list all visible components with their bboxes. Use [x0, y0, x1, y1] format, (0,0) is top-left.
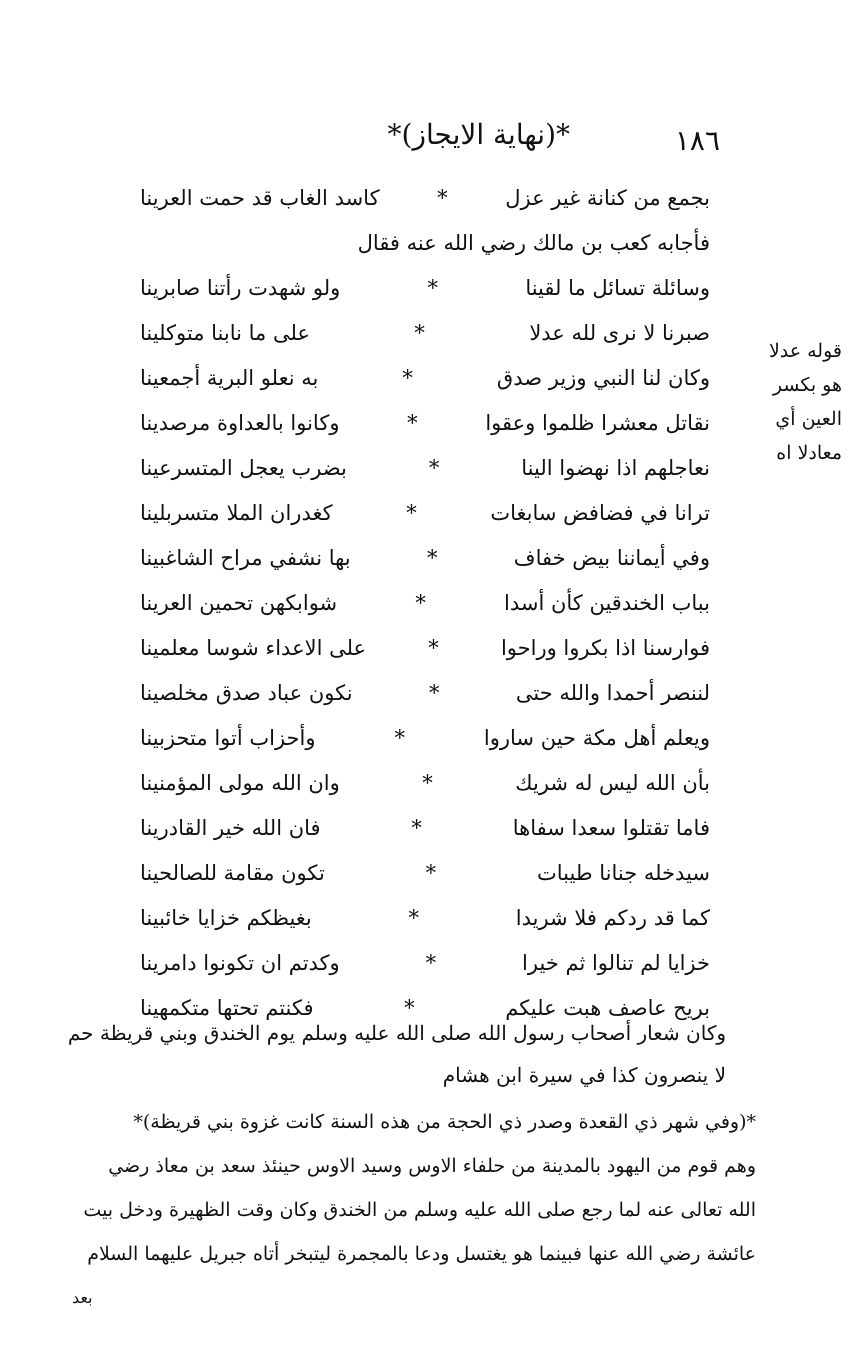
section-line: عائشة رضي الله عنها فبينما هو يغتسل ودعا بالمجمرة ليتبخر أتاه جبريل عليهما السلام	[87, 1243, 756, 1265]
verse-separator: *	[406, 501, 417, 525]
verse-first-hemistich: سيدخله جنانا طيبات	[536, 861, 710, 885]
verse-first-hemistich: نعاجلهم اذا نهضوا الينا	[521, 456, 710, 480]
prose-line: لا ينصرون كذا في سيرة ابن هشام	[442, 1063, 726, 1087]
verse-separator: *	[407, 411, 418, 435]
verse-first-hemistich: وسائلة تسائل ما لقينا	[525, 276, 710, 300]
verse-line	[140, 671, 710, 716]
verse-separator: *	[428, 456, 440, 480]
section-heading: *(وفي شهر ذي القعدة وصدر ذي الحجة من هذه السنة كانت غزوة بني قريظة)*	[133, 1111, 756, 1133]
verse-separator: *	[428, 636, 439, 660]
verse-line	[140, 311, 710, 356]
running-title: *(نهاية الايجاز)*	[387, 118, 570, 151]
verse-first-hemistich: بجمع من كنانة غير عزل	[505, 186, 710, 210]
verse-separator: *	[427, 276, 439, 300]
verse-first-hemistich: بباب الخندقين كأن أسدا	[504, 591, 710, 615]
verse-line	[140, 581, 710, 626]
verse-first-hemistich: ويعلم أهل مكة حين ساروا	[483, 726, 710, 750]
verse-second-hemistich: كغدران الملا متسربلينا	[140, 501, 333, 525]
verse-second-hemistich: على ما نابنا متوكلينا	[140, 321, 310, 345]
verse-first-hemistich: صبرنا لا نرى لله عدلا	[529, 321, 710, 345]
verse-intro-line	[140, 221, 710, 266]
verse-line	[140, 941, 710, 986]
prose-line: وكان شعار أصحاب رسول الله صلى الله عليه وسلم يوم الخندق وبني قريظة حم	[67, 1021, 726, 1045]
verse-second-hemistich: شوابكهن تحمين العرينا	[140, 591, 338, 615]
verse-line	[140, 446, 710, 491]
verse-first-hemistich: فأجابه كعب بن مالك رضي الله عنه فقال	[357, 231, 710, 255]
margin-note	[722, 334, 842, 470]
section-line: وهم قوم من اليهود بالمدينة من حلفاء الاوس وسيد الاوس حينئذ سعد بن معاذ رضي	[108, 1155, 756, 1177]
verse-first-hemistich: خزايا لم تنالوا ثم خيرا	[522, 951, 710, 975]
verse-second-hemistich: نكون عباد صدق مخلصينا	[140, 681, 353, 705]
verse-second-hemistich: على الاعداء شوسا معلمينا	[140, 636, 367, 660]
section-text	[80, 1100, 756, 1276]
verse-second-hemistich: تكون مقامة للصالحينا	[140, 861, 325, 885]
verse-second-hemistich: ولو شهدت رأتنا صابرينا	[140, 276, 341, 300]
verse-first-hemistich: كما قد ردكم فلا شريدا	[515, 906, 710, 930]
verse-first-hemistich: بريح عاصف هبت عليكم	[505, 996, 710, 1020]
verse-first-hemistich: وفي أيماننا بيض خفاف	[513, 546, 710, 570]
verse-line	[140, 356, 710, 401]
margin-note-line: قوله عدلا	[768, 340, 842, 362]
page-number: ١٨٦	[674, 124, 720, 157]
verse-separator: *	[394, 726, 405, 750]
verse-first-hemistich: فاما تقتلوا سعدا سفاها	[512, 816, 710, 840]
verse-separator: *	[437, 186, 448, 210]
verse-first-hemistich: فوارسنا اذا بكروا وراحوا	[500, 636, 710, 660]
verse-line	[140, 716, 710, 761]
verse-line	[140, 491, 710, 536]
verse-second-hemistich: بها نشفي مراح الشاغبينا	[140, 546, 351, 570]
verse-second-hemistich: وكدتم ان تكونوا دامرينا	[140, 951, 340, 975]
verse-separator: *	[404, 996, 415, 1020]
verse-separator: *	[425, 861, 437, 885]
verse-line	[140, 896, 710, 941]
margin-note-line: معادلا اه	[776, 442, 842, 464]
verse-separator: *	[402, 366, 413, 390]
poem-verses	[140, 176, 710, 1031]
verse-line	[140, 401, 710, 446]
verse-first-hemistich: وكان لنا النبي وزير صدق	[496, 366, 710, 390]
verse-first-hemistich: بأن الله ليس له شريك	[515, 771, 710, 795]
verse-second-hemistich: وأحزاب أتوا متحزبينا	[140, 726, 316, 750]
margin-note-line: العين أي	[775, 408, 842, 430]
verse-second-hemistich: وكانوا بالعداوة مرصدينا	[140, 411, 340, 435]
verse-line	[140, 176, 710, 221]
verse-line	[140, 536, 710, 581]
verse-separator: *	[415, 591, 426, 615]
verse-separator: *	[408, 906, 420, 930]
verse-line	[140, 266, 710, 311]
catchword: بعد	[72, 1288, 93, 1307]
verse-second-hemistich: به نعلو البرية أجمعينا	[140, 366, 319, 390]
verse-second-hemistich: فان الله خير القادرينا	[140, 816, 321, 840]
verse-line	[140, 806, 710, 851]
verse-separator: *	[422, 771, 433, 795]
verse-second-hemistich: بضرب يعجل المتسرعينا	[140, 456, 347, 480]
verse-separator: *	[414, 321, 425, 345]
verse-second-hemistich: بغيظكم خزايا خائبينا	[140, 906, 312, 930]
verse-second-hemistich: كاسد الغاب قد حمت العرينا	[140, 186, 380, 210]
verse-first-hemistich: لننصر أحمدا والله حتى	[515, 681, 710, 705]
prose-paragraph	[56, 1012, 726, 1096]
verse-line	[140, 761, 710, 806]
verse-line	[140, 851, 710, 896]
section-line: الله تعالى عنه لما رجع صلى الله عليه وسلم من الخندق وكان وقت الظهيرة ودخل بيت	[83, 1199, 756, 1221]
verse-first-hemistich: نقاتل معشرا ظلموا وعقوا	[485, 411, 710, 435]
verse-line	[140, 626, 710, 671]
verse-second-hemistich: فكنتم تحتها متكمهينا	[140, 996, 314, 1020]
verse-separator: *	[411, 816, 422, 840]
verse-separator: *	[425, 951, 437, 975]
margin-note-line: هو بكسر	[772, 374, 842, 396]
page-header	[300, 118, 720, 158]
verse-first-hemistich: ترانا في فضافض سابغات	[490, 501, 710, 525]
verse-separator: *	[426, 546, 438, 570]
verse-separator: *	[428, 681, 440, 705]
verse-second-hemistich: وان الله مولى المؤمنينا	[140, 771, 340, 795]
